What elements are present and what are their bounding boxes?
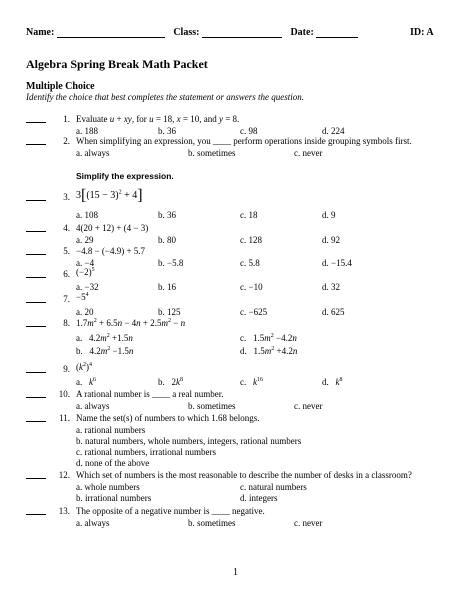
choice[interactable]: b. 80 xyxy=(158,235,176,245)
question-8-expression: $1.7m^2 + 6.5n - 4n + 2.5m^2 - n$ xyxy=(76,318,186,328)
choice[interactable]: c. rational numbers, irrational numbers xyxy=(76,447,216,457)
answer-blank-1[interactable] xyxy=(26,122,46,123)
question-number: 5. xyxy=(63,246,70,256)
question-6-expression: $(-2)^5$ xyxy=(76,267,95,277)
choice[interactable]: b. 125 xyxy=(158,307,181,317)
choice[interactable]: b. sometimes xyxy=(188,518,236,528)
answer-blank-5[interactable] xyxy=(26,254,46,255)
question-4-text: 4(20 + 12) + (4 − 3) xyxy=(76,223,149,233)
choice[interactable]: b. natural numbers, whole numbers, integers, rational numbers xyxy=(76,436,302,446)
class-field[interactable] xyxy=(202,28,282,38)
answer-blank-12[interactable] xyxy=(26,478,46,479)
question-12-text: Which set of numbers is the most reasonable to describe the number of desks in a classroom? xyxy=(76,470,412,480)
choice[interactable]: c. 128 xyxy=(240,235,262,245)
question-3-expression: $3[(15 - 3)^2 + 4]$ xyxy=(76,187,143,204)
choice[interactable]: c. never xyxy=(294,148,323,158)
question-11-text: Name the set(s) of numbers to which 1.68 belongs. xyxy=(76,413,260,423)
choice[interactable]: d. 625 xyxy=(322,307,345,317)
date-label: Date: xyxy=(290,27,314,38)
choice[interactable]: d. 9 xyxy=(322,210,336,220)
choice[interactable]: a. −32 xyxy=(76,282,99,292)
answer-blank-7[interactable] xyxy=(26,302,46,303)
question-number: 2. xyxy=(63,136,70,146)
choice[interactable]: b. 16 xyxy=(158,282,176,292)
question-number: 9. xyxy=(63,364,70,374)
question-number: 13. xyxy=(58,506,70,516)
id-label: ID: A xyxy=(410,27,434,38)
question-number: 4. xyxy=(63,223,70,233)
choice[interactable]: a. rational numbers xyxy=(76,425,146,435)
question-10-text: A rational number is ____ a real number. xyxy=(76,389,224,399)
choice[interactable]: a. always xyxy=(76,148,110,158)
question-number: 3. xyxy=(63,192,70,202)
choice[interactable]: a. 20 xyxy=(76,307,94,317)
question-number: 8. xyxy=(63,318,70,328)
question-number: 1. xyxy=(63,114,70,124)
answer-blank-10[interactable] xyxy=(26,397,46,398)
choice[interactable]: a. 108 xyxy=(76,210,98,220)
choice[interactable]: b. $2k^8$ xyxy=(158,377,183,387)
answer-blank-2[interactable] xyxy=(26,144,46,145)
choice[interactable]: a. 188 xyxy=(76,126,98,136)
question-number: 10. xyxy=(58,389,70,399)
choice[interactable]: c. −625 xyxy=(240,307,268,317)
choice[interactable]: d. 224 xyxy=(322,126,345,136)
choice[interactable]: b. sometimes xyxy=(188,401,236,411)
question-9-expression: $(k^2)^4$ xyxy=(76,362,92,372)
page-number: 1 xyxy=(233,567,238,578)
name-label: Name: xyxy=(26,27,55,38)
choice[interactable]: c. −10 xyxy=(240,282,263,292)
choice[interactable]: d. −15.4 xyxy=(322,258,352,268)
choice[interactable]: b. irrational numbers xyxy=(76,493,152,503)
page-title: Algebra Spring Break Math Packet xyxy=(26,57,208,71)
choice[interactable]: d. none of the above xyxy=(76,458,150,468)
class-label: Class: xyxy=(173,27,200,38)
question-number: 7. xyxy=(63,294,70,304)
choice[interactable]: a. −4 xyxy=(76,258,95,268)
choice[interactable]: b. 36 xyxy=(158,126,176,136)
choice[interactable]: c. 5.8 xyxy=(240,258,260,268)
answer-blank-3[interactable] xyxy=(26,200,46,201)
question-1-text: Evaluate u + xy, for u = 18, x = 10, and y = 8. xyxy=(76,114,240,124)
choice[interactable]: c. $1.5m^2 -4.2n$ xyxy=(240,333,297,343)
choice[interactable]: d. 32 xyxy=(322,282,340,292)
choice[interactable]: b. −5.8 xyxy=(158,258,184,268)
name-field[interactable] xyxy=(57,28,165,38)
choice[interactable]: d. $k^8$ xyxy=(322,377,343,387)
choice[interactable]: c. never xyxy=(294,401,323,411)
choice[interactable]: b. $4.2m^2 -1.5n$ xyxy=(76,346,134,356)
question-number: 11. xyxy=(59,413,70,423)
question-13-text: The opposite of a negative number is ____ negative. xyxy=(76,506,265,516)
question-2-text: When simplifying an expression, you ____ perform operations inside grouping symbols first. xyxy=(76,136,412,146)
choice[interactable]: c. $k^{16}$ xyxy=(240,377,263,387)
choice[interactable]: d. integers xyxy=(240,493,278,503)
answer-blank-4[interactable] xyxy=(26,231,46,232)
choice[interactable]: a. always xyxy=(76,401,110,411)
choice[interactable]: c. never xyxy=(294,518,323,528)
subheading: Simplify the expression. xyxy=(76,171,174,181)
choice[interactable]: d. $1.5m^2 +4.2n$ xyxy=(240,346,298,356)
choice[interactable]: a. 29 xyxy=(76,235,94,245)
answer-blank-6[interactable] xyxy=(26,277,46,278)
answer-blank-13[interactable] xyxy=(26,514,46,515)
choice[interactable]: a. whole numbers xyxy=(76,482,140,492)
question-number: 12. xyxy=(58,470,70,480)
choice[interactable]: d. 92 xyxy=(322,235,340,245)
question-number: 6. xyxy=(63,269,70,279)
choice[interactable]: a. $k^6$ xyxy=(76,377,96,387)
choice[interactable]: b. sometimes xyxy=(188,148,236,158)
answer-blank-11[interactable] xyxy=(26,421,46,422)
choice[interactable]: c. natural numbers xyxy=(240,482,307,492)
choice[interactable]: c. 18 xyxy=(240,210,258,220)
date-field[interactable] xyxy=(316,28,358,38)
choice[interactable]: a. always xyxy=(76,518,110,528)
choice[interactable]: a. $4.2m^2 +1.5n$ xyxy=(76,333,133,343)
answer-blank-8[interactable] xyxy=(26,326,46,327)
choice[interactable]: b. 36 xyxy=(158,210,176,220)
answer-blank-9[interactable] xyxy=(26,372,46,373)
question-7-expression: $-5^4$ xyxy=(76,292,89,302)
section-heading: Multiple Choice xyxy=(26,81,95,92)
choice[interactable]: c. 98 xyxy=(240,126,258,136)
question-5-text: −4.8 − (−4.9) + 5.7 xyxy=(76,246,146,256)
section-instructions: Identify the choice that best completes the statement or answers the question. xyxy=(26,92,304,102)
header-row xyxy=(26,28,358,38)
